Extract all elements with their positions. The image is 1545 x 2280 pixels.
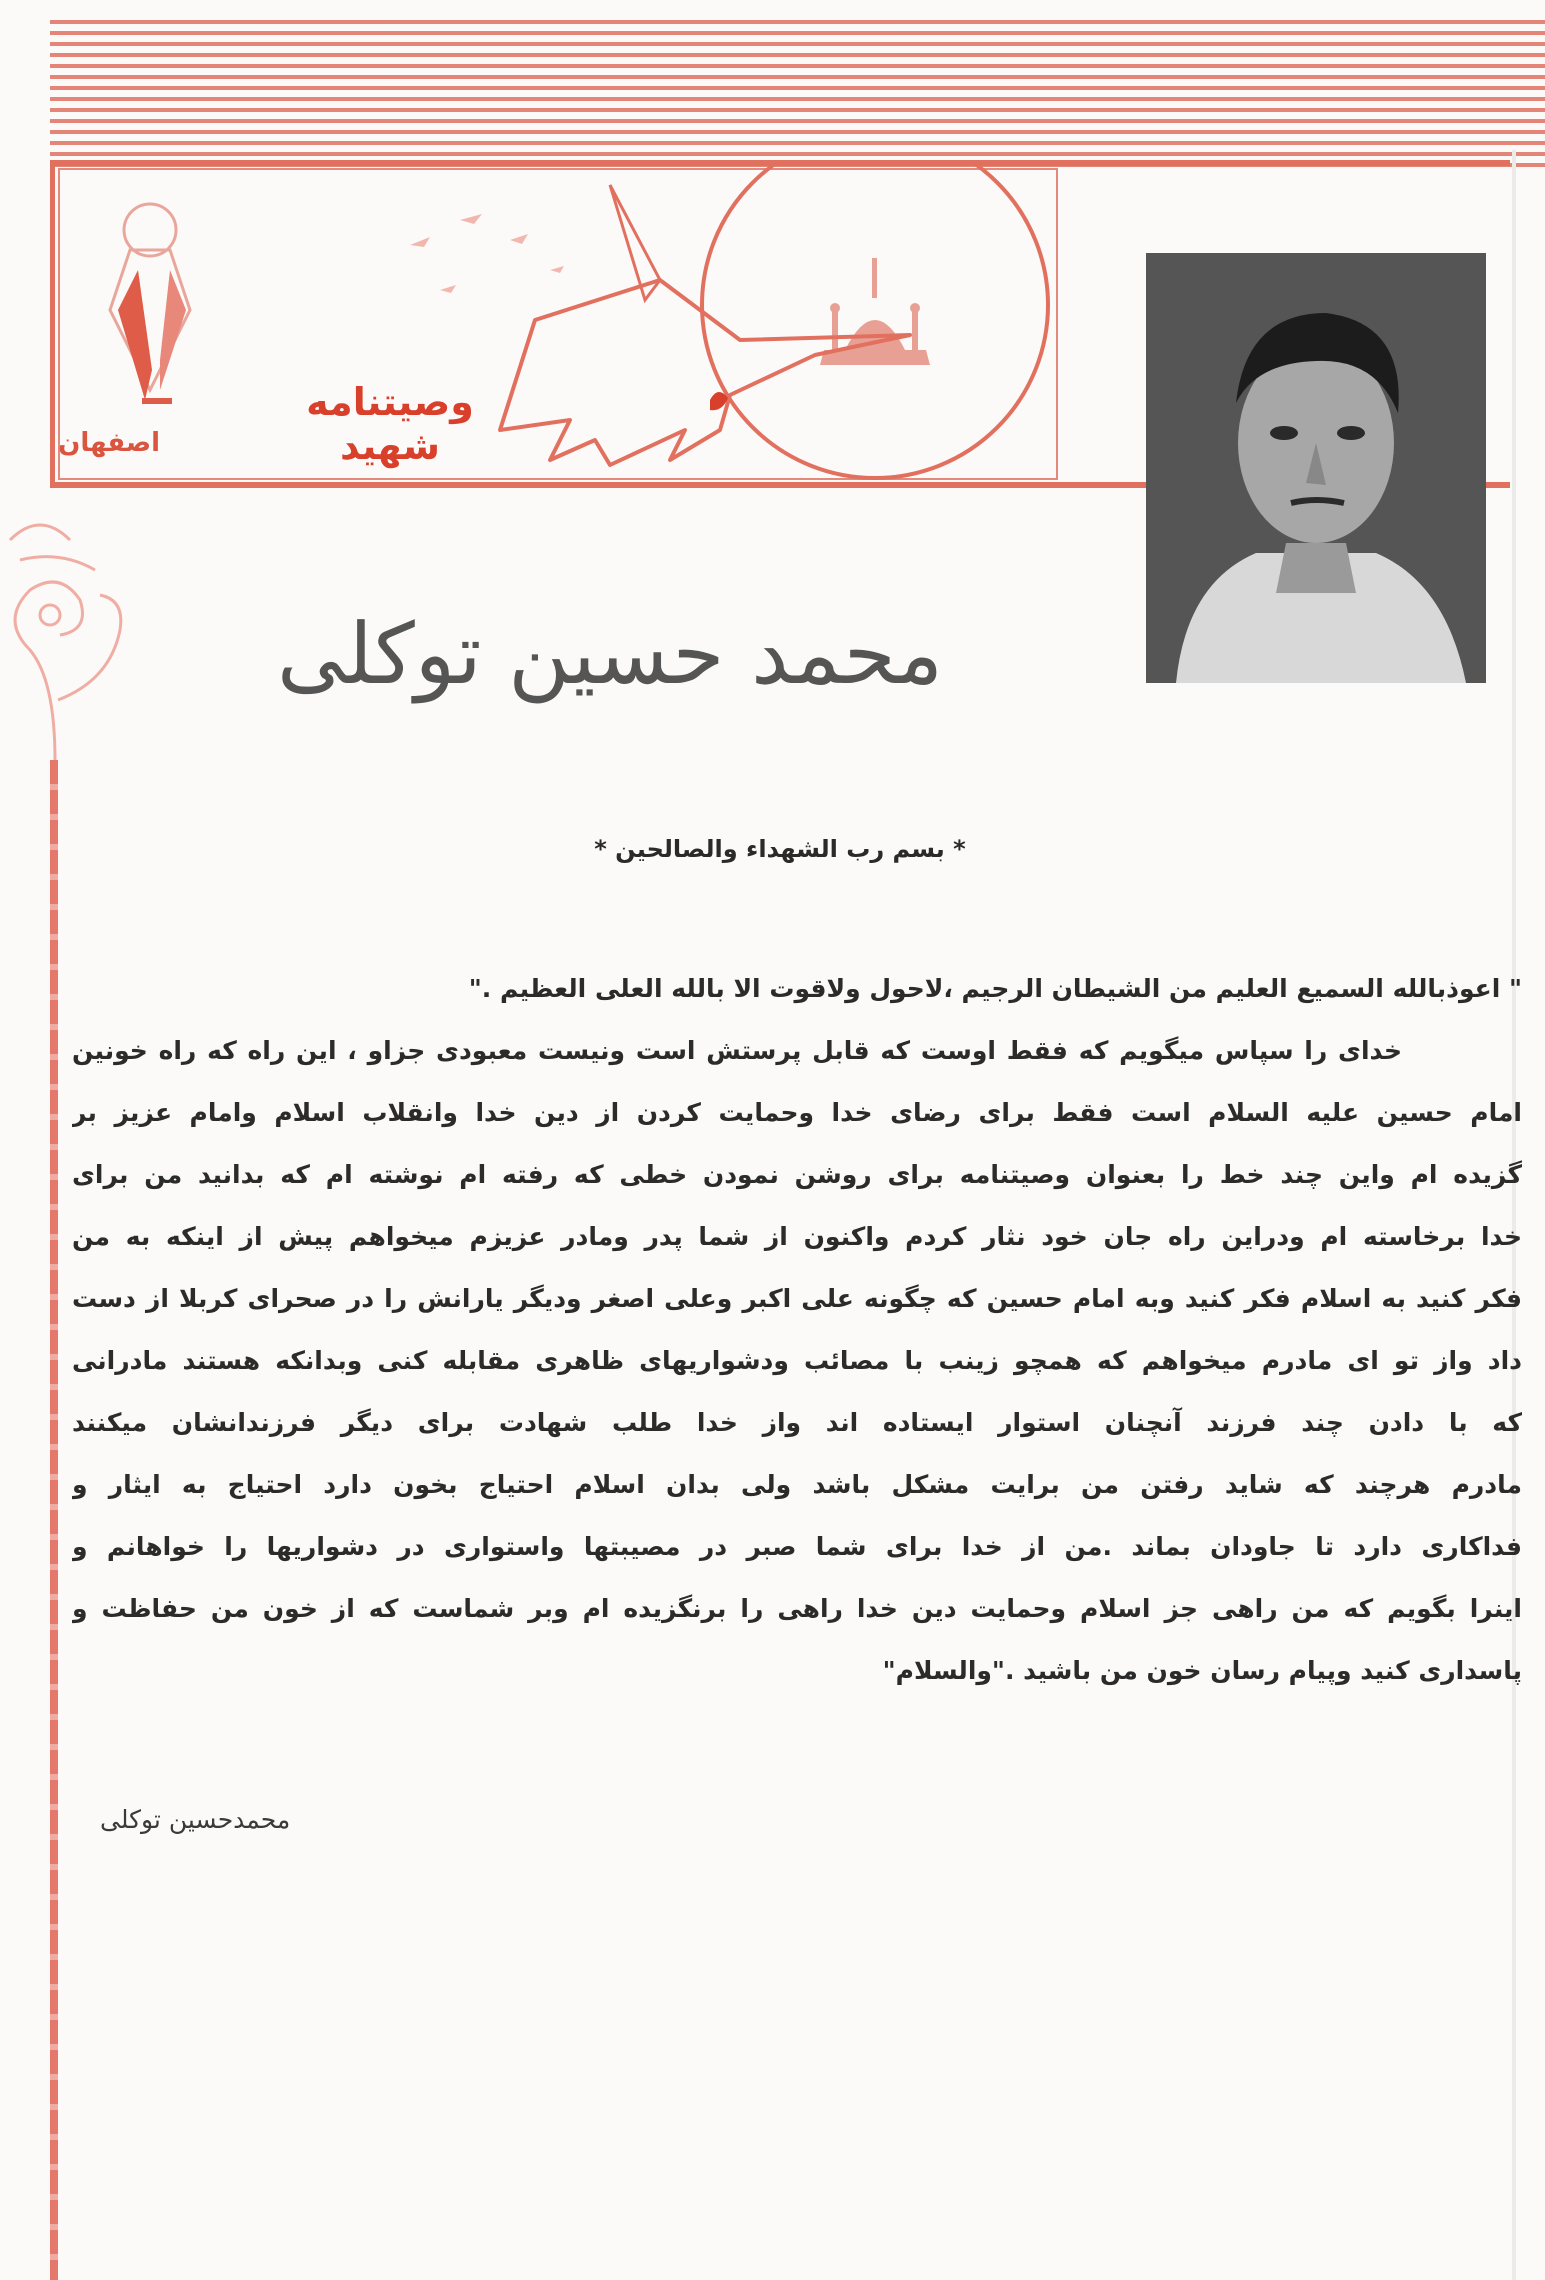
letter-line: داد واز تو ای مادرم میخواهم که همچو زینب با مصائب ودشواریهای ظاهری مقابله کنی وبدانکه هستند مادرانی [72, 1346, 1522, 1375]
emblem-icon [90, 190, 230, 420]
letter-body [72, 958, 1522, 1702]
letter-line: که با دادن چند فرزند آنچنان استوار ایستاده اند واز خدا طلب شهادت برای دیگر فرزندانشان میکنند [72, 1408, 1522, 1437]
letter-line: اینرا بگویم که من راهی جز اسلام وحمایت دین خدا راهی را برنگزیده ام وبر شماست که از خون من حفاظت و [72, 1594, 1522, 1623]
letter-line: خدای را سپاس میگویم که فقط اوست که قابل پرستش است ونیست معبودی جزاو ، این راه که راه خونین [72, 1036, 1402, 1065]
letter-opening: * بسم رب الشهداء والصالحین * [594, 835, 966, 863]
letter-line: مادرم هرچند که شاید رفتن من برایت مشکل باشد ولی بدان اسلام احتیاج بخون دارد احتیاج به ایثار و [72, 1470, 1522, 1499]
left-border-rule [50, 760, 58, 2280]
floral-ornament-icon [0, 500, 150, 760]
letter-line: فکر کنید به اسلام فکر کنید وبه امام حسین که چگونه علی اکبر وعلی اصغر ودیگر یارانش را در صحرای کربلا از دست [72, 1284, 1522, 1313]
letter-line: فداکاری دارد تا جاودان بماند .من از خدا برای شما صبر در مصیبتها واستواری در دشواریها را خواهانم و [72, 1532, 1522, 1561]
signature: محمدحسین توکلی [100, 1805, 291, 1834]
letter-line: امام حسین علیه السلام است فقط برای رضای خدا وحمایت کردن از دین خدا وانقلاب اسلام وامام عزیز بر [72, 1098, 1522, 1127]
letter-line: پاسداری کنید وپیام رسان خون من باشید ."والسلام" [882, 1656, 1522, 1685]
martyr-name: محمد حسین توکلی [276, 605, 943, 703]
martyr-portrait [1146, 253, 1486, 683]
header-title: وصیتنامه شهید [306, 380, 474, 468]
letter-line: خدا برخاسته ام ودراین راه جان خود نثار کردم واکنون از شما پدر ومادر عزیزم میخواهم پیش از اینکه به من [72, 1222, 1522, 1251]
letter-line: گزیده ام واین چند خط را بعنوان وصیتنامه برای روشن نمودن خطی که رفته ام نوشته ام که بدانید من برای [72, 1160, 1522, 1189]
header-stripes [50, 20, 1545, 170]
letter-line: " اعوذبالله السمیع العلیم من الشیطان الرجیم ،لاحول ولاقوت الا بالله العلی العظیم ." [468, 974, 1522, 1003]
city-label: اصفهان [58, 428, 160, 458]
